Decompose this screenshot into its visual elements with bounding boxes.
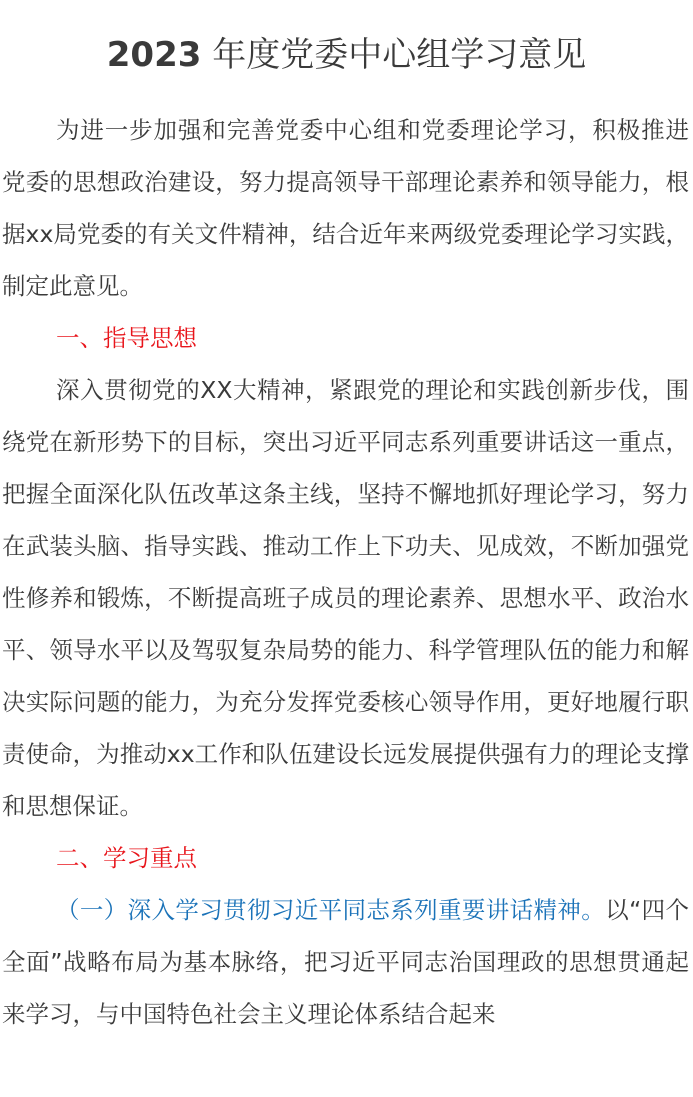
section-heading-study-focus: 二、学习重点 bbox=[56, 844, 197, 872]
study-focus-item-1 bbox=[0, 884, 693, 1040]
section-heading-guiding-ideology: 一、指导思想 bbox=[56, 324, 197, 352]
intro-paragraph: 为进一步加强和完善党委中心组和党委理论学习，积极推进党委的思想政治建设，努力提高领导干部理论素养和领导能力，根据xx局党委的有关文件精神，结合近年来两级党委理论学习实践，制定此意见。 bbox=[2, 116, 689, 300]
document-body bbox=[0, 104, 693, 1040]
guiding-ideology-paragraph: 深入贯彻党的XX大精神，紧跟党的理论和实践创新步伐，围绕党在新形势下的目标，突出习近平同志系列重要讲话这一重点，把握全面深化队伍改革这条主线，坚持不懈地抓好理论学习，努力在武装头脑、指导实践、推动工作上下功夫、见成效，不断加强党性修养和锻炼，不断提高班子成员的理论素养、思想水平、政治水平、领导水平以及驾驭复杂局势的能力、科学管理队伍的能力和解决实际问题的能力，为充分发挥党委核心领导作用，更好地履行职责使命，为推动xx工作和队伍建设长远发展提供强有力的理论支撑和思想保证。 bbox=[2, 376, 689, 820]
document-title bbox=[0, 0, 693, 80]
title-text: 年度党委中心组学习意见 bbox=[212, 35, 587, 75]
study-focus-item-1-title: （一）深入学习贯彻习近平同志系列重要讲话精神。 bbox=[56, 896, 606, 924]
title-year: 2023 bbox=[106, 35, 202, 75]
study-focus-item-1-body: 以“四个全面”战略布局为基本脉络，把习近平同志治国理政的思想贯通起来学习，与中国特色社会主义理论体系结合起来 bbox=[2, 896, 689, 1028]
